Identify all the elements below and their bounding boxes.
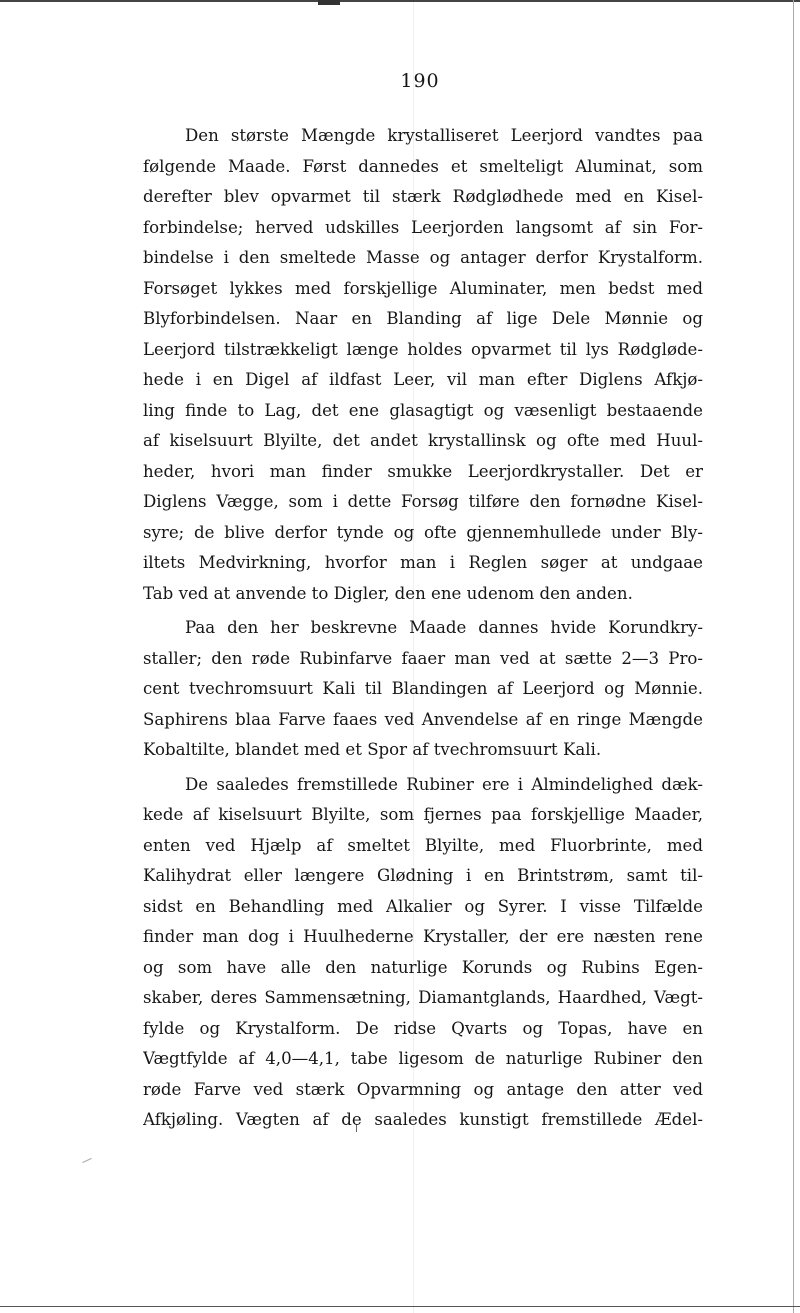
text-line: Afkjøling. Vægten af de saaledes kunstigt fremstillede Ædel- bbox=[143, 1110, 703, 1129]
text-line: Blyforbindelsen. Naar en Blanding af lige Dele Mønnie og bbox=[143, 309, 703, 328]
text-line: følgende Maade. Først dannedes et smelteligt Aluminat, som bbox=[143, 156, 703, 176]
text-line: enten ved Hjælp af smeltet Blyilte, med Fluorbrinte, med bbox=[143, 835, 703, 855]
body-text bbox=[143, 121, 703, 1140]
top-border bbox=[0, 0, 800, 2]
text-line: Den største Mængde krystalliseret Leerjord vandtes paa bbox=[185, 126, 703, 145]
text-line: Tab ved at anvende to Digler, den ene udenom den anden. bbox=[143, 583, 633, 603]
paragraph-3 bbox=[143, 770, 703, 1136]
text-line: røde Farve ved stærk Opvarmning og antage den atter ved bbox=[143, 1079, 703, 1099]
text-line: Forsøget lykkes med forskjellige Aluminater, men bedst med bbox=[143, 278, 703, 298]
text-line: skaber, deres Sammensætning, Diamantglands, Haardhed, Vægt- bbox=[143, 988, 703, 1007]
text-line: finder man dog i Huulhederne Krystaller, der ere næsten rene bbox=[143, 927, 703, 946]
text-line: Kobaltilte, blandet med et Spor af tvechromsuurt Kali. bbox=[143, 740, 602, 759]
paragraph-1 bbox=[143, 121, 703, 609]
text-line: forbindelse; herved udskilles Leerjorden langsomt af sin For- bbox=[143, 217, 703, 237]
text-line: Leerjord tilstrækkeligt længe holdes opvarmet til lys Rødgløde- bbox=[143, 339, 703, 359]
text-line: fylde og Krystalform. De ridse Qvarts og Topas, have en bbox=[143, 1018, 703, 1038]
text-line: af kiselsuurt Blyilte, det andet krystallinsk og ofte med Huul- bbox=[143, 431, 703, 450]
paragraph-2 bbox=[143, 613, 703, 766]
text-line: iltets Medvirkning, hvorfor man i Reglen søger at undgaae bbox=[143, 553, 703, 572]
text-line: De saaledes fremstillede Rubiner ere i Almindelighed dæk- bbox=[185, 774, 703, 794]
text-line: Paa den her beskrevne Maade dannes hvide Korundkry- bbox=[185, 618, 703, 637]
text-line: kede af kiselsuurt Blyilte, som fjernes paa forskjellige Maader, bbox=[143, 805, 703, 824]
text-line: Diglens Vægge, som i dette Forsøg tilføre den fornødne Kisel- bbox=[143, 492, 703, 511]
bottom-border bbox=[0, 1306, 800, 1307]
page-number: 190 bbox=[400, 70, 440, 92]
text-line: cent tvechromsuurt Kali til Blandingen af Leerjord og Mønnie. bbox=[143, 679, 703, 698]
margin-mark bbox=[82, 1158, 91, 1163]
text-line: Saphirens blaa Farve faaes ved Anvendelse af en ringe Mængde bbox=[143, 709, 703, 729]
right-border bbox=[793, 0, 794, 1313]
text-line: Vægtfylde af 4,0—4,1, tabe ligesom de naturlige Rubiner den bbox=[143, 1049, 703, 1068]
text-line: derefter blev opvarmet til stærk Rødglødhede med en Kisel- bbox=[143, 187, 703, 206]
text-line: syre; de blive derfor tynde og ofte gjennemhullede under Bly- bbox=[143, 522, 703, 542]
text-line: Kalihydrat eller længere Glødning i en Brintstrøm, samt til- bbox=[143, 866, 703, 885]
text-line: hede i en Digel af ildfast Leer, vil man efter Diglens Afkjø- bbox=[143, 370, 703, 389]
text-line: sidst en Behandling med Alkalier og Syrer. I visse Tilfælde bbox=[143, 896, 703, 916]
text-line: staller; den røde Rubinfarve faaer man ved at sætte 2—3 Pro- bbox=[143, 648, 703, 668]
text-line: ling finde to Lag, det ene glasagtigt og væsenligt bestaaende bbox=[143, 400, 703, 420]
text-line: heder, hvori man finder smukke Leerjordkrystaller. Det er bbox=[143, 461, 703, 481]
top-binding-mark bbox=[318, 0, 340, 5]
text-line: og som have alle den naturlige Korunds og Rubins Egen- bbox=[143, 957, 703, 977]
text-line: bindelse i den smeltede Masse og antager derfor Krystalform. bbox=[143, 248, 703, 267]
